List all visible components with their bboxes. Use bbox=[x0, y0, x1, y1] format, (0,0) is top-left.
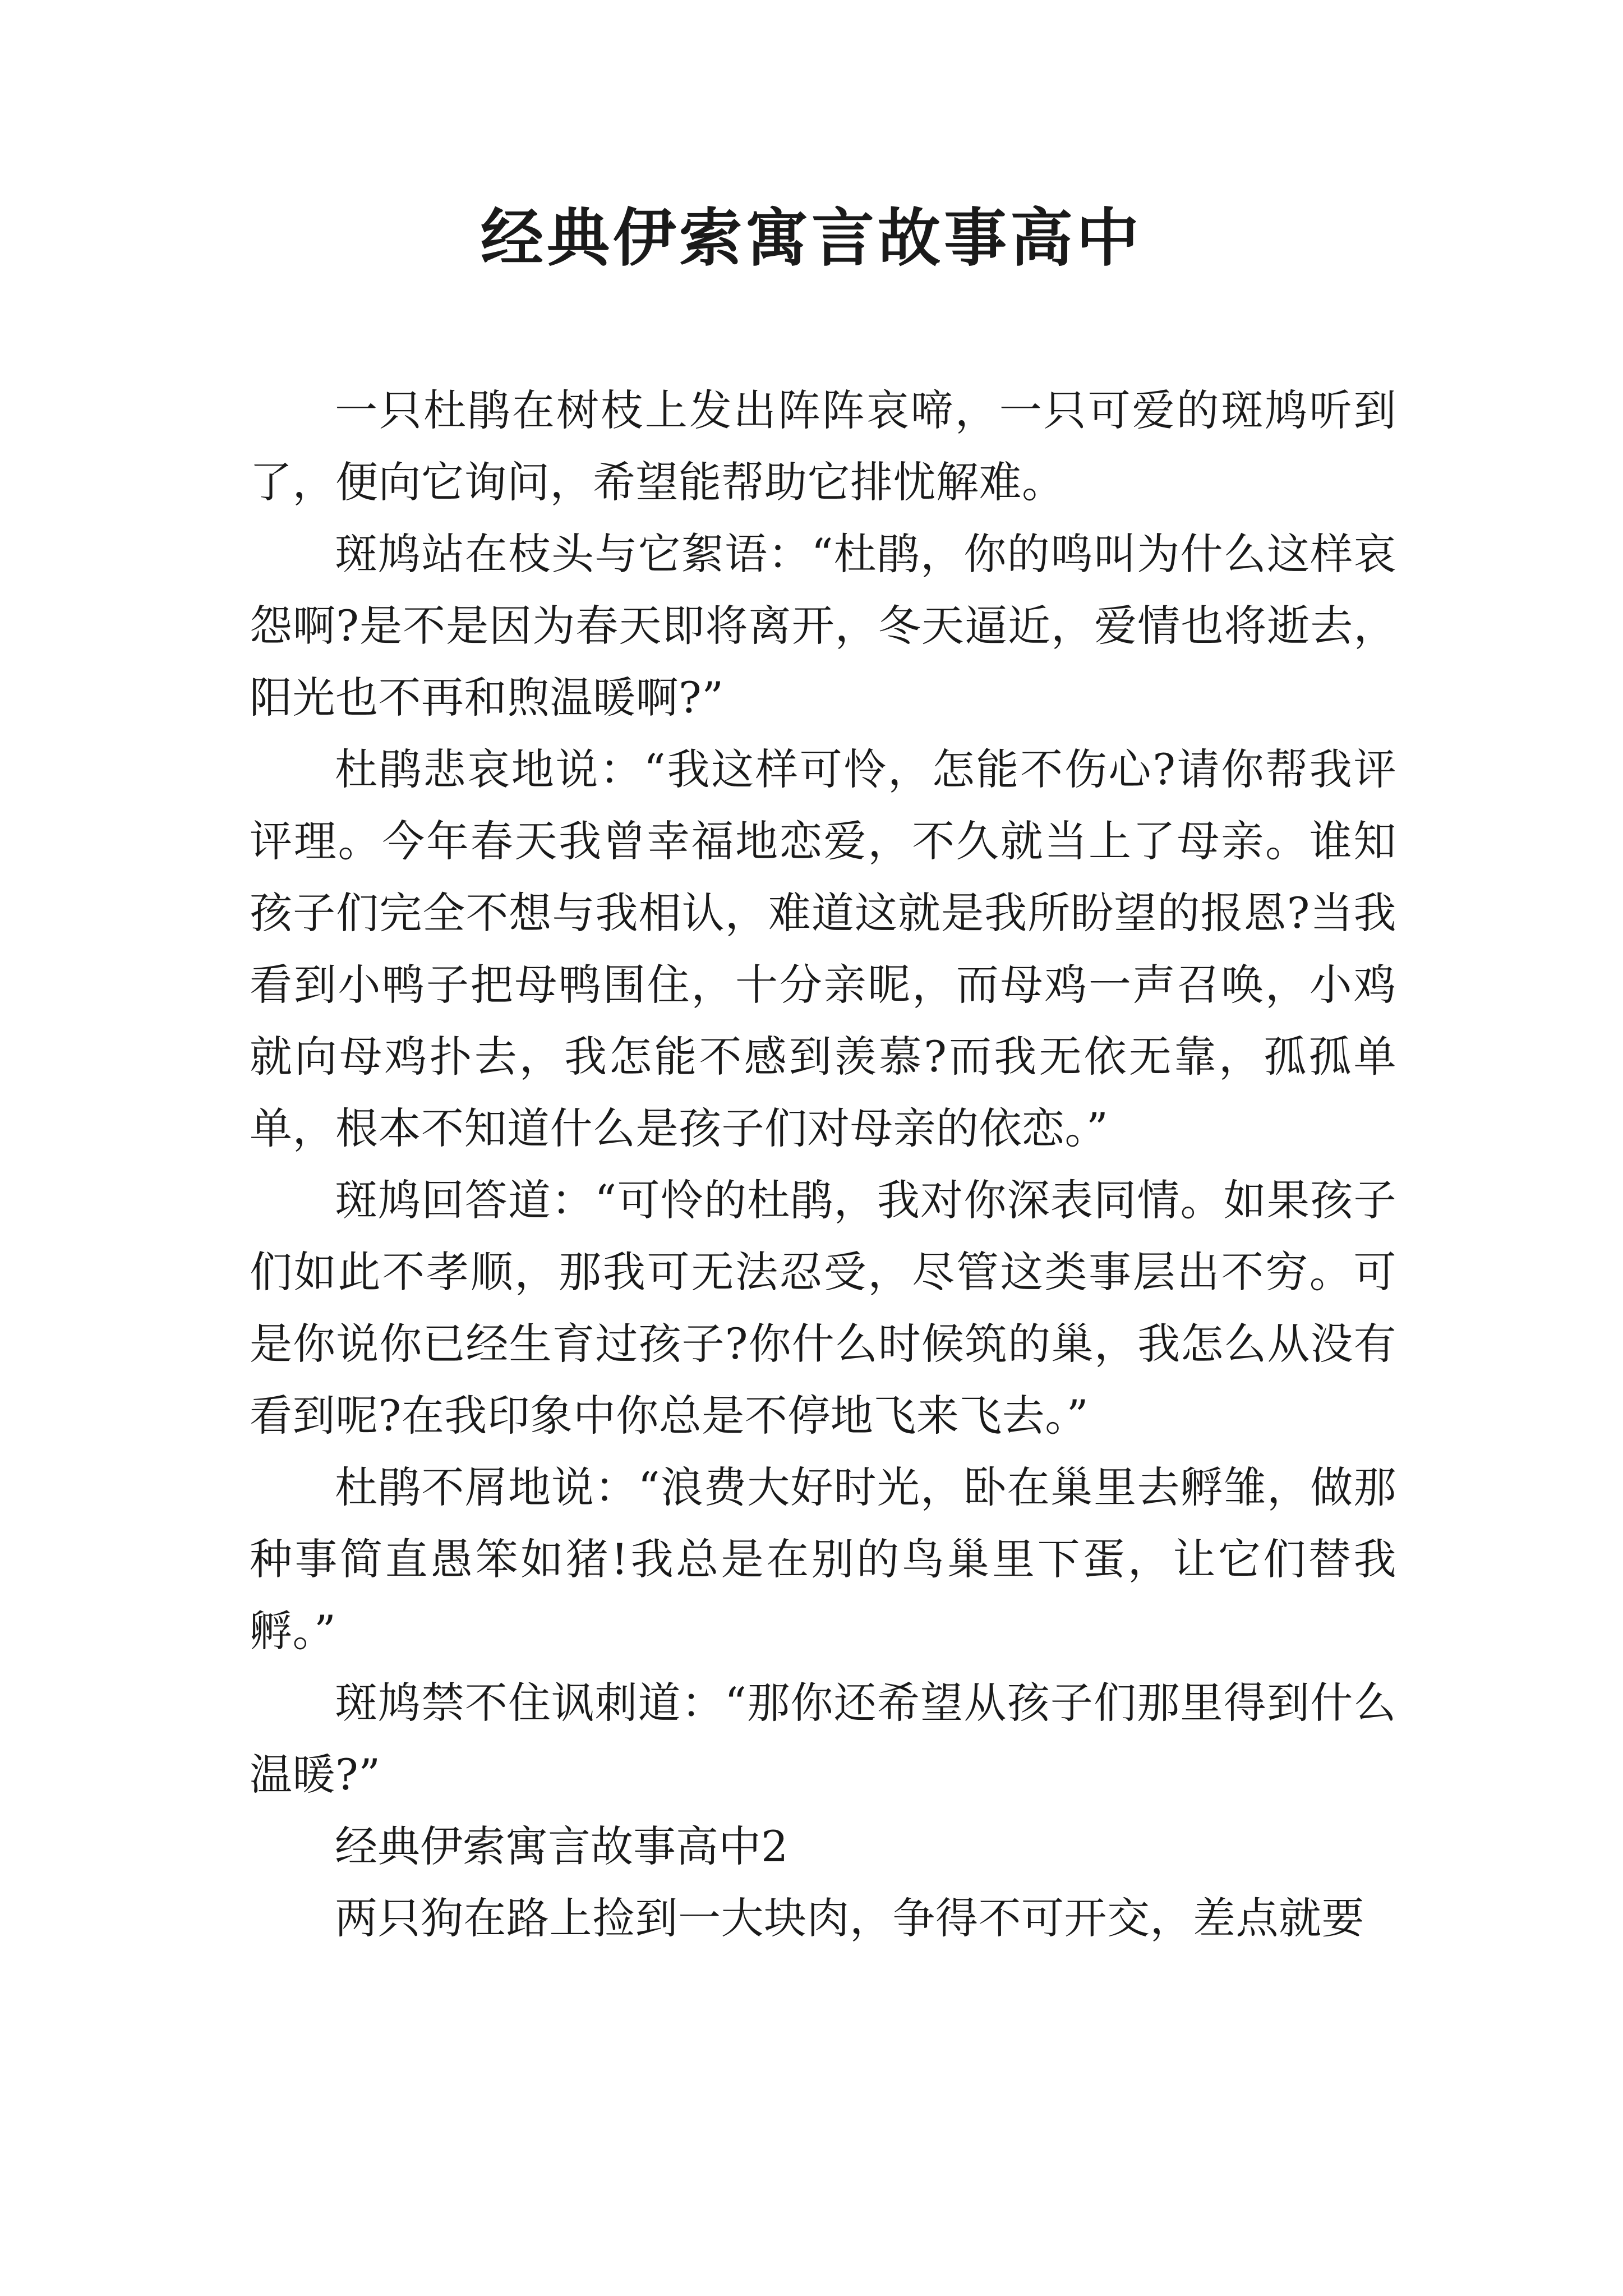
paragraph: 一只杜鹃在树枝上发出阵阵哀啼，一只可爱的斑鸠听到了，便向它询问，希望能帮助它排忧解难。 bbox=[250, 385, 1396, 507]
document-body bbox=[250, 375, 1396, 1954]
section-heading: 经典伊索寓言故事高中2 bbox=[335, 1821, 789, 1871]
paragraph: 斑鸠禁不住讽刺道：“那你还希望从孩子们那里得到什么温暖?” bbox=[250, 1678, 1396, 1800]
paragraph: 斑鸠回答道：“可怜的杜鹃，我对你深表同情。如果孩子们如此不孝顺，那我可无法忍受，尽管这类事层出不穷。可是你说你已经生育过孩子?你什么时候筑的巢，我怎么从没有看到呢?在我印象中你总是不停地飞来飞去。” bbox=[250, 1175, 1396, 1441]
paragraph: 杜鹃不屑地说：“浪费大好时光，卧在巢里去孵雏，做那种事简直愚笨如猪!我总是在别的鸟巢里下蛋，让它们替我孵。” bbox=[250, 1462, 1396, 1656]
paragraph: 两只狗在路上捡到一大块肉，争得不可开交，差点就要 bbox=[335, 1893, 1364, 1943]
paragraph: 斑鸠站在枝头与它絮语：“杜鹃，你的鸣叫为什么这样哀怨啊?是不是因为春天即将离开，冬天逼近，爱情也将逝去，阳光也不再和煦温暖啊?” bbox=[250, 529, 1396, 723]
paragraph: 杜鹃悲哀地说：“我这样可怜，怎能不伤心?请你帮我评评理。今年春天我曾幸福地恋爱，不久就当上了母亲。谁知孩子们完全不想与我相认，难道这就是我所盼望的报恩?当我看到小鸭子把母鸭围住，十分亲昵，而母鸡一声召唤，小鸡就向母鸡扑去，我怎能不感到羡慕?而我无依无靠，孤孤单单，根本不知道什么是孩子们对母亲的依恋。” bbox=[250, 744, 1396, 1153]
document-title: 经典伊索寓言故事高中 bbox=[481, 201, 1142, 275]
